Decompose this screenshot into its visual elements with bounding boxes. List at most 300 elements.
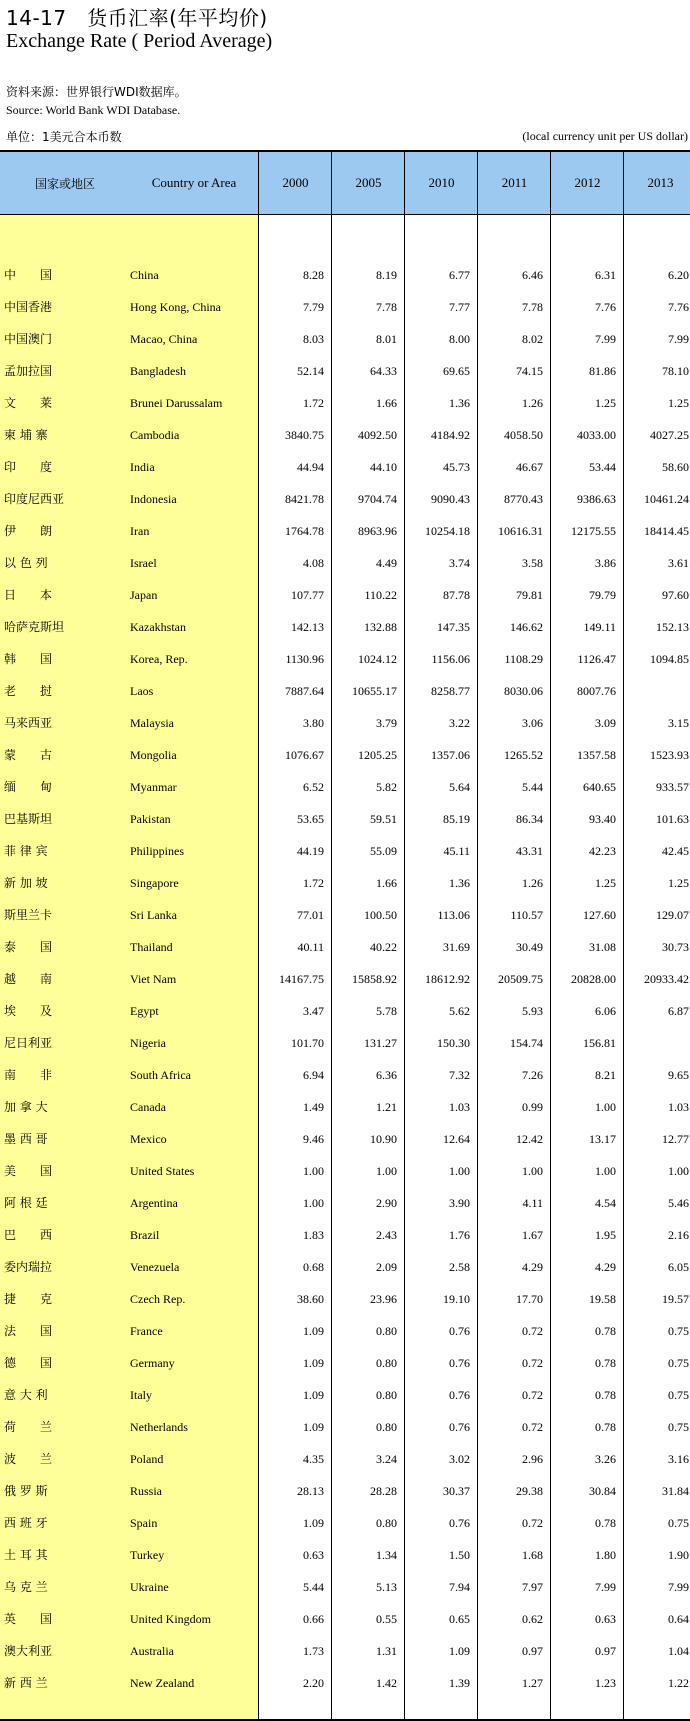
rate-cell: 4.29 xyxy=(595,1260,616,1274)
column-header-year: 2011 xyxy=(477,152,551,214)
table-row xyxy=(0,451,690,483)
country-name-en: Myanmar xyxy=(130,780,177,794)
country-name-en: Australia xyxy=(130,1644,174,1658)
country-name-cn: 以 色 列 xyxy=(4,556,48,570)
rate-cell: 1357.06 xyxy=(431,748,470,762)
rate-cell: 156.81 xyxy=(583,1036,616,1050)
page-title-cn: 14-17 货币汇率(年平均价) xyxy=(6,6,268,30)
country-name-cn: 老 挝 xyxy=(4,684,53,698)
rate-cell: 1.72 xyxy=(303,396,324,410)
rate-cell: 0.68 xyxy=(303,1260,324,1274)
country-name-cn: 荷 兰 xyxy=(4,1420,53,1434)
rate-cell: 3.74 xyxy=(449,556,470,570)
rate-cell: 129.07 xyxy=(656,908,689,922)
rate-cell: 1076.67 xyxy=(285,748,324,762)
rate-cell: 0.78 xyxy=(595,1388,616,1402)
rate-cell: 4184.92 xyxy=(431,428,470,442)
rate-cell: 0.75 xyxy=(668,1388,689,1402)
rate-cell: 0.80 xyxy=(376,1420,397,1434)
rate-cell: 6.87 xyxy=(668,1004,689,1018)
rate-cell: 7.99 xyxy=(668,332,689,346)
rate-cell: 1.42 xyxy=(376,1676,397,1690)
rate-cell: 1523.93 xyxy=(650,748,689,762)
table-row xyxy=(0,419,690,451)
rate-cell: 97.60 xyxy=(662,588,689,602)
rate-cell: 127.60 xyxy=(583,908,616,922)
country-name-cn: 菲 律 宾 xyxy=(4,844,48,858)
rate-cell: 1.00 xyxy=(449,1164,470,1178)
rate-cell: 6.05 xyxy=(668,1260,689,1274)
rate-cell: 5.44 xyxy=(303,1580,324,1594)
rate-cell: 4058.50 xyxy=(504,428,543,442)
rate-cell: 110.22 xyxy=(364,588,397,602)
country-name-cn: 中国澳门 xyxy=(4,332,53,346)
country-name-en: Hong Kong, China xyxy=(130,300,221,314)
country-name-en: Turkey xyxy=(130,1548,165,1562)
country-name-en: Ukraine xyxy=(130,1580,169,1594)
rate-cell: 4033.00 xyxy=(577,428,616,442)
country-name-en: Mexico xyxy=(130,1132,167,1146)
rate-cell: 18612.92 xyxy=(425,972,470,986)
rate-cell: 3.24 xyxy=(376,1452,397,1466)
rate-cell: 55.09 xyxy=(370,844,397,858)
country-name-cn: 孟加拉国 xyxy=(4,364,53,378)
rate-cell: 0.78 xyxy=(595,1324,616,1338)
table-row xyxy=(0,323,690,355)
rate-cell: 1.00 xyxy=(668,1164,689,1178)
country-name-en: Malaysia xyxy=(130,716,174,730)
rate-cell: 6.52 xyxy=(303,780,324,794)
rate-cell: 1357.58 xyxy=(577,748,616,762)
rate-cell: 18414.45 xyxy=(644,524,689,538)
rate-cell: 1205.25 xyxy=(358,748,397,762)
rate-cell: 1130.96 xyxy=(285,652,324,666)
unit-note-cn: 单位：1美元合本币数 xyxy=(6,130,122,144)
country-name-en: Czech Rep. xyxy=(130,1292,186,1306)
rate-cell: 20509.75 xyxy=(498,972,543,986)
rate-cell: 43.31 xyxy=(516,844,543,858)
country-name-cn: 委内瑞拉 xyxy=(4,1260,53,1274)
rate-cell: 31.08 xyxy=(589,940,616,954)
rate-cell: 40.11 xyxy=(297,940,324,954)
rate-cell: 77.01 xyxy=(297,908,324,922)
rate-cell: 7.76 xyxy=(595,300,616,314)
country-name-en: France xyxy=(130,1324,163,1338)
rate-cell: 1.72 xyxy=(303,876,324,890)
rate-cell: 1.03 xyxy=(668,1100,689,1114)
rate-cell: 0.80 xyxy=(376,1516,397,1530)
rate-cell: 45.73 xyxy=(443,460,470,474)
rate-cell: 74.15 xyxy=(516,364,543,378)
country-name-cn: 斯里兰卡 xyxy=(4,908,53,922)
table-row xyxy=(0,1347,690,1379)
table-row xyxy=(0,803,690,835)
country-name-cn: 巴基斯坦 xyxy=(4,812,53,826)
rate-cell: 3.16 xyxy=(668,1452,689,1466)
rate-cell: 933.57 xyxy=(656,780,689,794)
rate-cell: 101.70 xyxy=(291,1036,324,1050)
rate-cell: 4092.50 xyxy=(358,428,397,442)
table-row xyxy=(0,387,690,419)
rate-cell: 142.13 xyxy=(291,620,324,634)
rate-cell: 81.86 xyxy=(589,364,616,378)
rate-cell: 1.36 xyxy=(449,396,470,410)
country-name-cn: 乌 克 兰 xyxy=(4,1580,48,1594)
rate-cell: 0.62 xyxy=(522,1612,543,1626)
column-header-year: 2000 xyxy=(258,152,332,214)
table-row xyxy=(0,1251,690,1283)
country-name-en: Argentina xyxy=(130,1196,178,1210)
rate-cell: 1126.47 xyxy=(577,652,616,666)
rate-cell: 78.10 xyxy=(662,364,689,378)
rate-cell: 10254.18 xyxy=(425,524,470,538)
country-name-en: United States xyxy=(130,1164,195,1178)
rate-cell: 6.77 xyxy=(449,268,470,282)
rate-cell: 29.38 xyxy=(516,1484,543,1498)
rate-cell: 1.66 xyxy=(376,396,397,410)
rate-cell: 8.19 xyxy=(376,268,397,282)
rate-cell: 7.78 xyxy=(376,300,397,314)
rate-cell: 7.94 xyxy=(449,1580,470,1594)
rate-cell: 7.99 xyxy=(668,1580,689,1594)
country-name-en: China xyxy=(130,268,159,282)
rate-cell: 0.66 xyxy=(303,1612,324,1626)
table-row xyxy=(0,771,690,803)
rate-cell: 64.33 xyxy=(370,364,397,378)
rate-cell: 19.57 xyxy=(662,1292,689,1306)
rate-cell: 4.29 xyxy=(522,1260,543,1274)
rate-cell: 53.65 xyxy=(297,812,324,826)
country-name-en: Poland xyxy=(130,1452,164,1466)
rate-cell: 20933.42 xyxy=(644,972,689,986)
rate-cell: 1.50 xyxy=(449,1548,470,1562)
country-name-cn: 德 国 xyxy=(4,1356,53,1370)
country-name-cn: 印度尼西亚 xyxy=(4,492,65,506)
rate-cell: 1.36 xyxy=(449,876,470,890)
table-row xyxy=(0,1283,690,1315)
unit-note-en: (local currency unit per US dollar) xyxy=(522,129,688,143)
rate-cell xyxy=(623,1027,689,1059)
country-name-cn: 印 度 xyxy=(4,460,53,474)
rate-cell: 1.67 xyxy=(522,1228,543,1242)
rate-cell: 2.96 xyxy=(522,1452,543,1466)
rate-cell: 46.67 xyxy=(516,460,543,474)
exchange-rate-table xyxy=(0,150,690,1721)
rate-cell: 0.76 xyxy=(449,1388,470,1402)
rate-cell: 14167.75 xyxy=(279,972,324,986)
rate-cell: 0.72 xyxy=(522,1324,543,1338)
rate-cell: 3.02 xyxy=(449,1452,470,1466)
rate-cell: 7.97 xyxy=(522,1580,543,1594)
column-header-country-en: Country or Area xyxy=(151,175,237,190)
page-title-en: Exchange Rate ( Period Average) xyxy=(6,30,273,52)
rate-cell: 8.28 xyxy=(303,268,324,282)
rate-cell: 15858.92 xyxy=(352,972,397,986)
rate-cell: 0.55 xyxy=(376,1612,397,1626)
rate-cell: 1.04 xyxy=(668,1644,689,1658)
country-name-en: Israel xyxy=(130,556,157,570)
country-name-cn: 哈萨克斯坦 xyxy=(4,620,65,634)
rate-cell: 149.11 xyxy=(583,620,616,634)
table-row xyxy=(0,1571,690,1603)
rate-cell: 6.31 xyxy=(595,268,616,282)
table-row xyxy=(0,1091,690,1123)
rate-cell: 10616.31 xyxy=(498,524,543,538)
rate-cell: 12.77 xyxy=(662,1132,689,1146)
rate-cell: 0.75 xyxy=(668,1516,689,1530)
rate-cell: 0.78 xyxy=(595,1420,616,1434)
rate-cell: 12.42 xyxy=(516,1132,543,1146)
country-name-cn: 土 耳 其 xyxy=(4,1548,48,1562)
column-header-year: 2010 xyxy=(404,152,478,214)
source-note-en: Source: World Bank WDI Database. xyxy=(6,103,181,117)
rate-cell: 30.37 xyxy=(443,1484,470,1498)
country-name-en: Viet Nam xyxy=(130,972,177,986)
rate-cell: 8.02 xyxy=(522,332,543,346)
table-row xyxy=(0,739,690,771)
country-name-cn: 美 国 xyxy=(4,1164,53,1178)
country-name-en: Philippines xyxy=(130,844,185,858)
country-name-en: Japan xyxy=(130,588,158,602)
country-name-cn: 中 国 xyxy=(4,268,53,282)
rate-cell: 7.77 xyxy=(449,300,470,314)
table-row xyxy=(0,1603,690,1635)
rate-cell: 4.08 xyxy=(303,556,324,570)
rate-cell: 0.99 xyxy=(522,1100,543,1114)
country-name-en: Cambodia xyxy=(130,428,180,442)
country-name-cn: 澳大利亚 xyxy=(4,1644,53,1658)
source-note-cn: 资料来源：世界银行WDI数据库。 xyxy=(6,85,187,99)
rate-cell: 8.01 xyxy=(376,332,397,346)
rate-cell: 0.76 xyxy=(449,1324,470,1338)
column-header-year: 2013 xyxy=(623,152,690,214)
rate-cell: 5.13 xyxy=(376,1580,397,1594)
rate-cell: 1.00 xyxy=(595,1164,616,1178)
rate-cell: 30.84 xyxy=(589,1484,616,1498)
country-name-cn: 阿 根 廷 xyxy=(4,1196,48,1210)
table-row xyxy=(0,1059,690,1091)
rate-cell: 3.22 xyxy=(449,716,470,730)
rate-cell: 1.00 xyxy=(376,1164,397,1178)
table-row xyxy=(0,1315,690,1347)
column-header-year: 2012 xyxy=(550,152,624,214)
rate-cell: 5.93 xyxy=(522,1004,543,1018)
rate-cell: 12175.55 xyxy=(571,524,616,538)
rate-cell: 1.09 xyxy=(449,1644,470,1658)
country-name-en: Singapore xyxy=(130,876,179,890)
rate-cell: 0.97 xyxy=(595,1644,616,1658)
table-row xyxy=(0,643,690,675)
rate-cell: 6.46 xyxy=(522,268,543,282)
rate-cell: 1.31 xyxy=(376,1644,397,1658)
country-name-en: Indonesia xyxy=(130,492,177,506)
rate-cell: 28.13 xyxy=(297,1484,324,1498)
rate-cell: 113.06 xyxy=(437,908,470,922)
table-row xyxy=(0,355,690,387)
rate-cell: 132.88 xyxy=(364,620,397,634)
rate-cell: 1.76 xyxy=(449,1228,470,1242)
country-name-cn: 泰 国 xyxy=(4,940,53,954)
rate-cell: 1.27 xyxy=(522,1676,543,1690)
rate-cell: 10655.17 xyxy=(352,684,397,698)
rate-cell: 3.79 xyxy=(376,716,397,730)
table-body xyxy=(0,215,690,1721)
country-name-cn: 南 非 xyxy=(4,1068,53,1082)
rate-cell: 152.13 xyxy=(656,620,689,634)
rate-cell: 6.36 xyxy=(376,1068,397,1082)
rate-cell: 23.96 xyxy=(370,1292,397,1306)
rate-cell: 69.65 xyxy=(443,364,470,378)
rate-cell: 8030.06 xyxy=(504,684,543,698)
rate-cell: 3.61 xyxy=(668,556,689,570)
rate-cell: 3.15 xyxy=(668,716,689,730)
rate-cell: 0.75 xyxy=(668,1324,689,1338)
rate-cell: 4.35 xyxy=(303,1452,324,1466)
rate-cell: 1.23 xyxy=(595,1676,616,1690)
rate-cell: 19.10 xyxy=(443,1292,470,1306)
country-name-cn: 加 拿 大 xyxy=(4,1100,48,1114)
rate-cell: 1.00 xyxy=(303,1196,324,1210)
rate-cell: 8770.43 xyxy=(504,492,543,506)
rate-cell: 44.10 xyxy=(370,460,397,474)
rate-cell: 4.49 xyxy=(376,556,397,570)
rate-cell: 38.60 xyxy=(297,1292,324,1306)
rate-cell: 0.78 xyxy=(595,1356,616,1370)
rate-cell: 1.66 xyxy=(376,876,397,890)
rate-cell: 1.09 xyxy=(303,1516,324,1530)
rate-cell: 1.25 xyxy=(668,876,689,890)
rate-cell: 7.76 xyxy=(668,300,689,314)
table-row xyxy=(0,1379,690,1411)
rate-cell xyxy=(623,675,689,707)
rate-cell: 9090.43 xyxy=(431,492,470,506)
rate-cell: 8.03 xyxy=(303,332,324,346)
rate-cell: 2.16 xyxy=(668,1228,689,1242)
table-row xyxy=(0,611,690,643)
rate-cell: 19.58 xyxy=(589,1292,616,1306)
country-name-en: Spain xyxy=(130,1516,158,1530)
table-row xyxy=(0,835,690,867)
country-name-cn: 墨 西 哥 xyxy=(4,1132,48,1146)
rate-cell: 85.19 xyxy=(443,812,470,826)
rate-cell: 7887.64 xyxy=(285,684,324,698)
country-name-cn: 韩 国 xyxy=(4,652,53,666)
rate-cell: 44.19 xyxy=(297,844,324,858)
rate-cell: 1.22 xyxy=(668,1676,689,1690)
table-row xyxy=(0,1219,690,1251)
rate-cell: 79.81 xyxy=(516,588,543,602)
table-row xyxy=(0,1539,690,1571)
country-name-cn: 柬 埔 寨 xyxy=(4,428,48,442)
table-rows xyxy=(0,259,690,1699)
country-name-cn: 西 班 牙 xyxy=(4,1516,48,1530)
rate-cell: 0.76 xyxy=(449,1356,470,1370)
rate-cell: 3.09 xyxy=(595,716,616,730)
country-name-cn: 新 加 坡 xyxy=(4,876,48,890)
rate-cell: 150.30 xyxy=(437,1036,470,1050)
rate-cell: 8007.76 xyxy=(577,684,616,698)
rate-cell: 2.20 xyxy=(303,1676,324,1690)
table-row xyxy=(0,1411,690,1443)
rate-cell: 1.09 xyxy=(303,1420,324,1434)
rate-cell: 6.94 xyxy=(303,1068,324,1082)
rate-cell: 9.65 xyxy=(668,1068,689,1082)
table-row xyxy=(0,1027,690,1059)
rate-cell: 5.62 xyxy=(449,1004,470,1018)
rate-cell: 640.65 xyxy=(583,780,616,794)
rate-cell: 8963.96 xyxy=(358,524,397,538)
table-row xyxy=(0,1123,690,1155)
country-name-cn: 缅 甸 xyxy=(4,780,53,794)
rate-cell: 0.64 xyxy=(668,1612,689,1626)
country-name-en: Sri Lanka xyxy=(130,908,177,922)
rate-cell: 4.54 xyxy=(595,1196,616,1210)
table-row xyxy=(0,1187,690,1219)
table-header xyxy=(0,150,690,215)
rate-cell: 1265.52 xyxy=(504,748,543,762)
rate-cell: 1.90 xyxy=(668,1548,689,1562)
country-name-cn: 中国香港 xyxy=(4,300,53,314)
rate-cell: 0.72 xyxy=(522,1388,543,1402)
rate-cell: 3.47 xyxy=(303,1004,324,1018)
country-name-en: South Africa xyxy=(130,1068,191,1082)
rate-cell: 0.75 xyxy=(668,1356,689,1370)
rate-cell: 59.51 xyxy=(370,812,397,826)
rate-cell: 31.69 xyxy=(443,940,470,954)
rate-cell: 87.78 xyxy=(443,588,470,602)
country-name-cn: 日 本 xyxy=(4,588,53,602)
table-row xyxy=(0,547,690,579)
country-name-en: Venezuela xyxy=(130,1260,180,1274)
rate-cell: 0.65 xyxy=(449,1612,470,1626)
table-row xyxy=(0,1667,690,1699)
country-name-en: United Kingdom xyxy=(130,1612,211,1626)
table-row xyxy=(0,707,690,739)
rate-cell: 42.23 xyxy=(589,844,616,858)
country-name-cn: 蒙 古 xyxy=(4,748,53,762)
rate-cell: 1.95 xyxy=(595,1228,616,1242)
rate-cell: 110.57 xyxy=(510,908,543,922)
rate-cell: 1.49 xyxy=(303,1100,324,1114)
rate-cell: 1.34 xyxy=(376,1548,397,1562)
rate-cell: 0.75 xyxy=(668,1420,689,1434)
rate-cell: 17.70 xyxy=(516,1292,543,1306)
rate-cell: 52.14 xyxy=(297,364,324,378)
rate-cell: 0.72 xyxy=(522,1356,543,1370)
rate-cell: 7.99 xyxy=(595,332,616,346)
rate-cell: 1.80 xyxy=(595,1548,616,1562)
rate-cell: 146.62 xyxy=(510,620,543,634)
country-name-en: New Zealand xyxy=(130,1676,195,1690)
rate-cell: 42.45 xyxy=(662,844,689,858)
country-name-en: Netherlands xyxy=(130,1420,188,1434)
rate-cell: 5.44 xyxy=(522,780,543,794)
rate-cell: 4027.25 xyxy=(650,428,689,442)
country-name-en: Korea, Rep. xyxy=(130,652,188,666)
table-row xyxy=(0,675,690,707)
table-row xyxy=(0,515,690,547)
rate-cell: 3840.75 xyxy=(285,428,324,442)
rate-cell: 0.76 xyxy=(449,1420,470,1434)
rate-cell: 5.82 xyxy=(376,780,397,794)
rate-cell: 0.78 xyxy=(595,1516,616,1530)
rate-cell: 44.94 xyxy=(297,460,324,474)
rate-cell: 1.25 xyxy=(595,396,616,410)
rate-cell: 0.80 xyxy=(376,1356,397,1370)
country-name-cn: 巴 西 xyxy=(4,1228,53,1242)
country-name-en: Iran xyxy=(130,524,150,538)
rate-cell: 1.83 xyxy=(303,1228,324,1242)
